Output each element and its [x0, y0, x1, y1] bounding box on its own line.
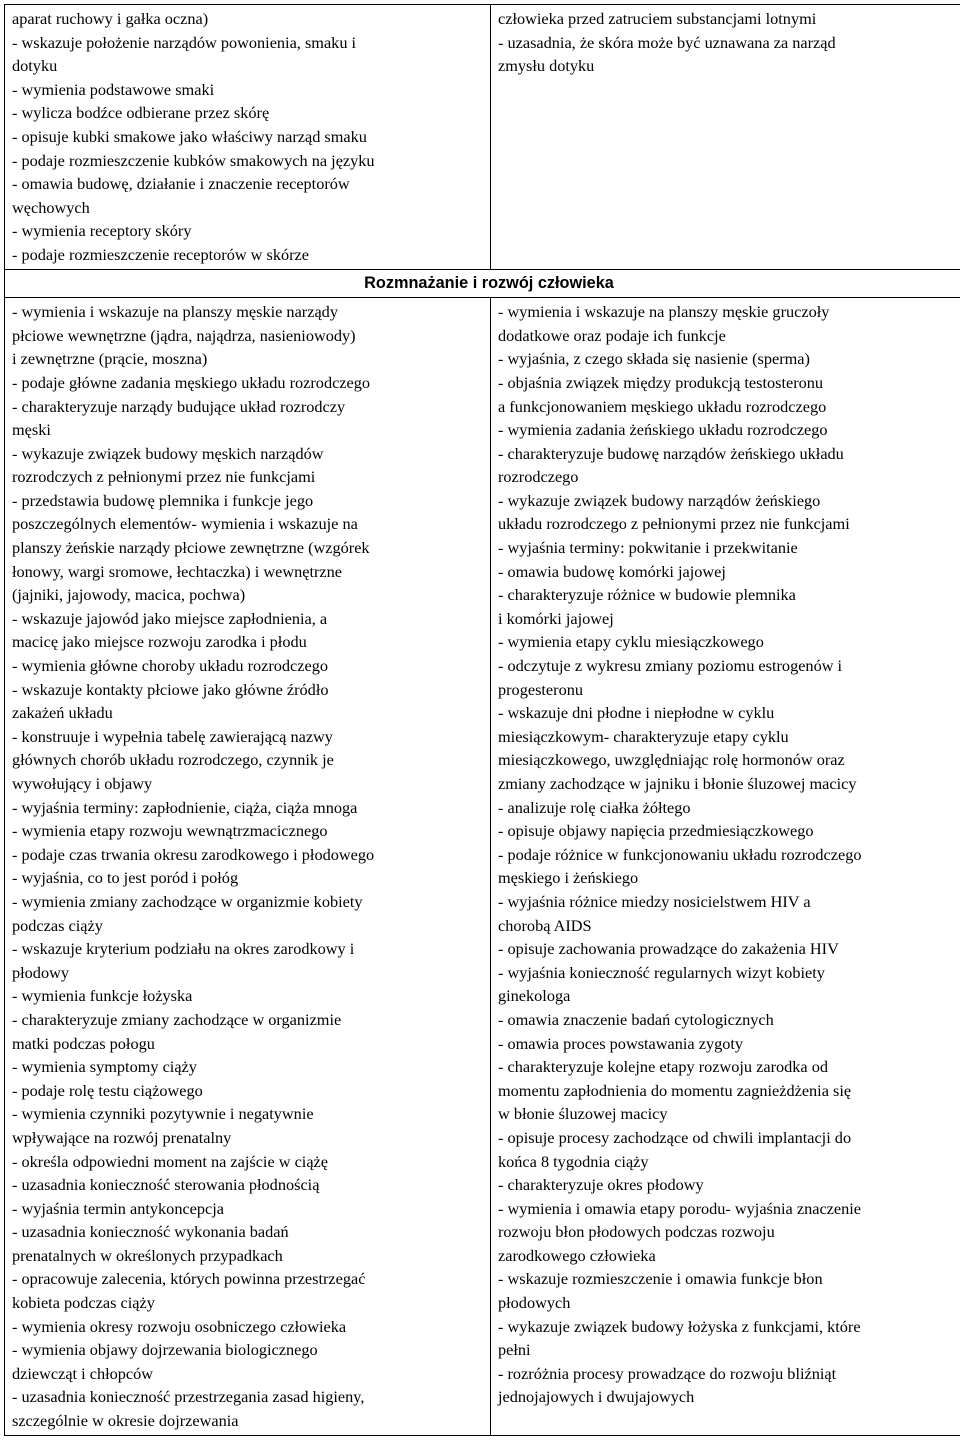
table-row-continuation [5, 5, 960, 270]
cell-lines [498, 7, 960, 78]
text-line: - omawia proces powstawania zygoty [498, 1033, 744, 1053]
text-line: - wymienia okresy rozwoju osobniczego człowieka [12, 1316, 347, 1336]
text-line: - wyjaśnia różnice miedzy nosicielstwem HIV a [498, 891, 811, 911]
cell-extended-requirements-continued [491, 5, 960, 270]
text-line: - wyjaśnia, z czego składa się nasienie (sperma) [498, 349, 810, 369]
text-line: - określa odpowiedni moment na zajście w ciążę [12, 1151, 329, 1171]
text-line: - wskazuje rozmieszczenie i omawia funkcje błon [498, 1269, 823, 1289]
text-line: - rozróżnia procesy prowadzące do rozwoju bliźniąt [498, 1363, 837, 1383]
text-line: - wskazuje jajowód jako miejsce zapłodnienia, a [12, 608, 328, 628]
text-line: - wykazuje związek budowy męskich narządów [12, 443, 324, 463]
text-line: - podaje rolę testu ciążowego [12, 1080, 203, 1100]
text-line: jednojajowych i dwujajowych [498, 1387, 695, 1407]
text-line: dodatkowe oraz podaje ich funkcje [498, 325, 726, 345]
text-line: - przedstawia budowę plemnika i funkcje jego [12, 490, 314, 510]
text-line: - wyjaśnia, co to jest poród i połóg [12, 868, 239, 888]
text-line: człowieka przed zatruciem substancjami lotnymi [498, 9, 817, 28]
cell-extended-requirements [491, 298, 960, 1436]
text-line: kobieta podczas ciąży [12, 1293, 155, 1313]
text-line: w błonie śluzowej macicy [498, 1104, 668, 1124]
text-line: - odczytuje z wykresu zmiany poziomu estrogenów i [498, 656, 843, 676]
text-line: - wylicza bodźce odbierane przez skórę [12, 103, 270, 123]
text-line: węchowych [12, 197, 90, 217]
text-line: - wymienia podstawowe smaki [12, 79, 215, 99]
text-line: - wymienia symptomy ciąży [12, 1057, 197, 1077]
text-line: płodowych [498, 1293, 571, 1313]
text-line: - opisuje procesy zachodzące od chwili implantacji do [498, 1127, 852, 1147]
text-line: - wymienia i wskazuje na planszy męskie narządy [12, 302, 338, 322]
text-line: - wskazuje kontakty płciowe jako główne źródło [12, 679, 329, 699]
text-line: poszczególnych elementów- wymienia i wskazuje na [12, 514, 358, 534]
table-row-section [5, 298, 960, 1436]
requirements-table [4, 4, 960, 1436]
text-line: - charakteryzuje kolejne etapy rozwoju zarodka od [498, 1057, 828, 1077]
text-line: - wymienia objawy dojrzewania biologicznego [12, 1340, 318, 1360]
text-line: - wymienia czynniki pozytywnie i negatywnie [12, 1104, 314, 1124]
text-line: łonowy, wargi sromowe, łechtaczka) i wewnętrzne [12, 561, 343, 581]
text-line: prenatalnych w określonych przypadkach [12, 1245, 283, 1265]
text-line: - podaje różnice w funkcjonowaniu układu rozrodczego [498, 844, 862, 864]
text-line: męski [12, 420, 51, 440]
cell-basic-requirements-continued [5, 5, 491, 270]
text-line: - charakteryzuje budowę narządów żeńskiego układu [498, 443, 844, 463]
text-line: - wyjaśnia terminy: pokwitanie i przekwitanie [498, 538, 798, 558]
text-line: - wymienia receptory skóry [12, 221, 192, 241]
text-line: progesteronu [498, 679, 583, 699]
text-line: wpływające na rozwój prenatalny [12, 1127, 232, 1147]
text-line: płodowy [12, 962, 69, 982]
text-line: - wskazuje dni płodne i niepłodne w cyklu [498, 703, 775, 723]
text-line: - wymienia etapy cyklu miesiączkowego [498, 632, 764, 652]
text-line: (jajniki, jajowody, macica, pochwa) [12, 585, 246, 605]
text-line: układu rozrodczego z pełnionymi przez nie funkcjami [498, 514, 850, 534]
text-line: - wykazuje związek budowy łożyska z funkcjami, które [498, 1316, 861, 1336]
text-line: - wymienia i omawia etapy porodu- wyjaśnia znaczenie [498, 1198, 862, 1218]
text-line: - charakteryzuje zmiany zachodzące w organizmie [12, 1009, 342, 1029]
text-line: - charakteryzuje narządy budujące układ rozrodczy [12, 396, 346, 416]
text-line: planszy żeńskie narządy płciowe zewnętrzne (wzgórek [12, 538, 370, 558]
text-line: zmiany zachodzące w jajniku i błonie śluzowej macicy [498, 774, 857, 793]
text-line: - uzasadnia konieczność przestrzegania zasad higieny, [12, 1387, 365, 1407]
text-line: zmysłu dotyku [498, 56, 595, 76]
text-line: szczególnie w okresie dojrzewania [12, 1411, 239, 1431]
text-line: pełni [498, 1340, 531, 1360]
text-line: macicę jako miejsce rozwoju zarodka i płodu [12, 632, 307, 652]
text-line: - wskazuje kryterium podziału na okres zarodkowy i [12, 939, 355, 959]
text-line: - opisuje kubki smakowe jako właściwy narząd smaku [12, 126, 367, 146]
text-line: - omawia znaczenie badań cytologicznych [498, 1009, 774, 1029]
text-line: dotyku [12, 56, 58, 76]
text-line: - wymienia zadania żeńskiego układu rozrodczego [498, 420, 828, 440]
text-line: miesiączkowym- charakteryzuje etapy cyklu [498, 726, 789, 746]
text-line: - konstruuje i wypełnia tabelę zawierającą nazwy [12, 726, 333, 746]
text-line: wywołujący i objawy [12, 774, 153, 793]
text-line: - wymienia główne choroby układu rozrodczego [12, 656, 329, 676]
text-line: końca 8 tygodnia ciąży [498, 1151, 649, 1171]
text-line: płciowe wewnętrzne (jądra, najądrza, nasieniowody) [12, 325, 356, 345]
text-line: podczas ciąży [12, 915, 103, 935]
text-line: aparat ruchowy i gałka oczna) [12, 9, 209, 28]
section-title: Rozmnażanie i rozwój człowieka [5, 269, 960, 298]
text-line: - podaje rozmieszczenie kubków smakowych na języku [12, 150, 375, 170]
text-line: rozrodczych z pełnionymi przez nie funkcjami [12, 467, 316, 487]
text-line: i zewnętrzne (prącie, moszna) [12, 349, 208, 369]
text-line: momentu zapłodnienia do momentu zagnieżdżenia się [498, 1080, 852, 1100]
text-line: - objaśnia związek między produkcją testosteronu [498, 372, 824, 392]
text-line: - uzasadnia konieczność sterowania płodnością [12, 1175, 320, 1195]
text-line: - omawia budowę komórki jajowej [498, 561, 726, 581]
text-line: - opisuje zachowania prowadzące do zakażenia HIV [498, 939, 839, 959]
text-line: a funkcjonowaniem męskiego układu rozrodczego [498, 396, 827, 416]
text-line: chorobą AIDS [498, 915, 592, 935]
text-line: - podaje główne zadania męskiego układu rozrodczego [12, 372, 371, 392]
text-line: zakażeń układu [12, 703, 113, 723]
text-line: i komórki jajowej [498, 608, 614, 628]
text-line: - wyjaśnia terminy: zapłodnienie, ciąża, ciąża mnoga [12, 797, 358, 817]
text-line: miesiączkowego, uwzględniając rolę hormonów oraz [498, 750, 845, 770]
text-line: - opracowuje zalecenia, których powinna przestrzegać [12, 1269, 366, 1289]
text-line: - charakteryzuje okres płodowy [498, 1175, 704, 1195]
text-line: ginekologa [498, 986, 571, 1006]
text-line: męskiego i żeńskiego [498, 868, 639, 888]
cell-lines [12, 7, 484, 267]
cell-lines [498, 300, 960, 1409]
section-header-row [5, 269, 960, 298]
text-line: dziewcząt i chłopców [12, 1363, 154, 1383]
text-line: - opisuje objawy napięcia przedmiesiączkowego [498, 821, 814, 841]
cell-basic-requirements [5, 298, 491, 1436]
text-line: zarodkowego człowieka [498, 1245, 656, 1265]
text-line: - wyjaśnia termin antykoncepcja [12, 1198, 225, 1218]
text-line: - charakteryzuje różnice w budowie plemnika [498, 585, 796, 605]
text-line: - wymienia zmiany zachodzące w organizmie kobiety [12, 891, 363, 911]
text-line: matki podczas połogu [12, 1033, 155, 1053]
text-line: rozrodczego [498, 467, 579, 487]
text-line: - uzasadnia konieczność wykonania badań [12, 1222, 289, 1242]
text-line: - wymienia etapy rozwoju wewnątrzmacicznego [12, 821, 328, 841]
text-line: - wykazuje związek budowy narządów żeńskiego [498, 490, 821, 510]
text-line: - wskazuje położenie narządów powonienia, smaku i [12, 32, 357, 52]
text-line: - podaje czas trwania okresu zarodkowego i płodowego [12, 844, 375, 864]
text-line: - omawia budowę, działanie i znaczenie receptorów [12, 174, 350, 194]
text-line: - wymienia funkcje łożyska [12, 986, 193, 1006]
text-line: rozwoju błon płodowych podczas rozwoju [498, 1222, 775, 1242]
text-line: - podaje rozmieszczenie receptorów w skórze [12, 244, 309, 264]
text-line: głównych chorób układu rozrodczego, czynnik je [12, 750, 334, 770]
text-line: - wymienia i wskazuje na planszy męskie gruczoły [498, 302, 830, 322]
cell-lines [12, 300, 484, 1433]
text-line: - analizuje rolę ciałka żółtego [498, 797, 691, 817]
text-line: - wyjaśnia konieczność regularnych wizyt kobiety [498, 962, 825, 982]
text-line: - uzasadnia, że skóra może być uznawana za narząd [498, 32, 836, 52]
